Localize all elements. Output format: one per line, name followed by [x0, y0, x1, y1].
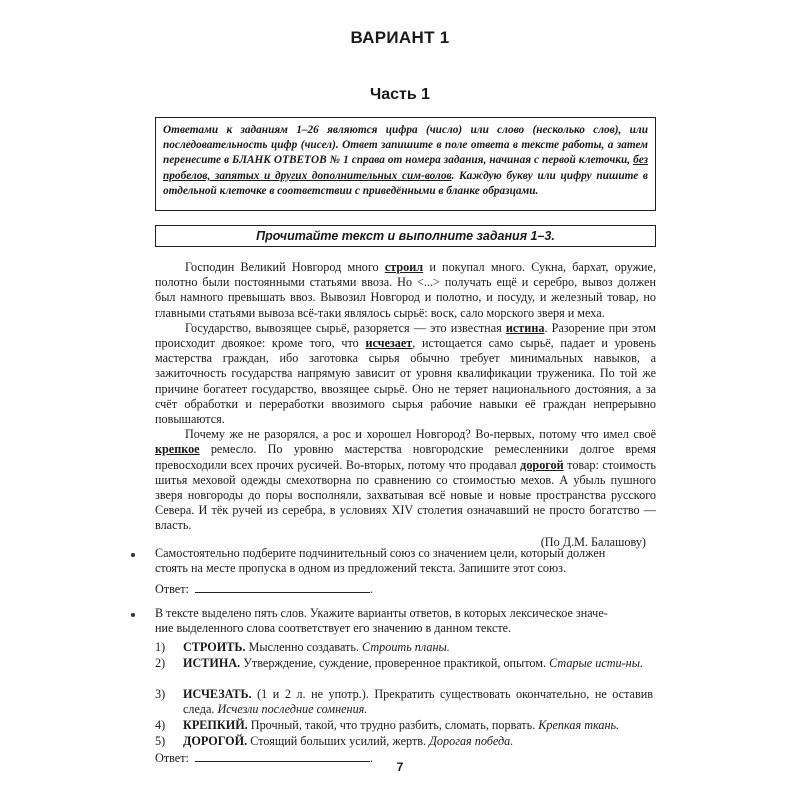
- text-run: , истощается само сырьё, падает и уровень мастерства граждан, ибо заготовка сырья обычно требует минимальных навыков, а зажиточность государства напрямую зависит от уровня квалификации труженика. По той же причине богатеет государство, ввозящее сырьё. Оно не теряет национального достояния, а за счёт обработки и переработки ввозимого сырья рабочие навыки её граждан непрерывно повышаются.: [155, 336, 657, 427]
- text-run: товар: стоимость шитья меховой одежды смехотворна по сравнению со стоимостью мехов. А убыль пушного зверя новгороды до поры восполняли, захватывая всё новые и новые пространства русского Севера. И тёк ручей из серебра, в условиях XIV столетия означавший не просто богатство — власть.: [155, 457, 656, 533]
- paragraph: [155, 321, 656, 427]
- task-bullet: [131, 553, 135, 557]
- instructions-box: [155, 117, 656, 211]
- answer-label: Ответ:: [155, 582, 189, 597]
- text-run: . Разорение при этом происходит двоякое: кроме того, что: [155, 320, 657, 351]
- task-1: [155, 546, 656, 598]
- task-bullet: [131, 613, 135, 617]
- task-2: [155, 606, 656, 636]
- answer-field[interactable]: [195, 581, 370, 593]
- option-word: ИСТИНА.: [183, 656, 241, 670]
- option-text: Прочный, такой, что трудно разбить, сломать, порвать.: [247, 718, 539, 732]
- instructions-line: или последовательность цифр (чисел). Ответ запишите в поле ответа в тексте: [163, 124, 648, 152]
- task-1-line: стоять на месте пропуска в одном из предложений текста. Запишите этот союз.: [155, 561, 566, 576]
- instructions-line: . Каждую букву или цифру пишите в отдельной клеточке в соответствии с: [163, 169, 648, 197]
- task-1-answer: Ответ: .: [155, 582, 373, 597]
- instructions-line: начиная с первой клеточки,: [489, 154, 634, 167]
- instructions-underlined: без пробелов, запятых и других дополнительных сим-: [163, 154, 649, 182]
- option-example: Крепкая ткань.: [538, 718, 620, 732]
- option-example: Строить планы.: [362, 640, 450, 654]
- option-word: ИСЧЕЗАТЬ.: [183, 687, 252, 701]
- task-2-line: ние выделенного слова соответствует его значению в данном тексте.: [155, 621, 512, 636]
- option-example: Старые исти-ны.: [549, 656, 644, 670]
- variant-title: ВАРИАНТ 1: [350, 28, 450, 47]
- option-text: (1 и 2 л. не употр.). Прекратить существовать окончательно, не оставив следа.: [183, 687, 653, 717]
- task-2-line: В тексте выделено пять слов. Укажите варианты ответов, в которых лексическое значе-: [155, 606, 608, 620]
- highlighted-word: крепкое: [155, 442, 200, 457]
- option-word: СТРОИТЬ.: [183, 640, 246, 654]
- answer-label: Ответ:: [155, 751, 189, 765]
- instructions-line: приведёнными в бланке образцами.: [362, 184, 539, 197]
- text-run: Почему же не разорялся, а рос и хорошел Новгород? Во-первых, потому что имел своё: [185, 427, 656, 442]
- highlighted-word: строил: [384, 260, 424, 274]
- highlighted-word: дорогой: [520, 457, 564, 472]
- page-number: 7: [396, 760, 404, 774]
- text-run: и покупал много. Сукна, бархат, оружие, полотно были постоянными статьями ввоза. Но <...> получать ещё и серебро, вывоз должен был намного превышать ввоз. Вывозил Новгород и полотно, и посуду, и железный товар, но главными статьями вывоза всё-таки являлось сырьё: воск, сало морского зверя и меха.: [155, 260, 656, 320]
- text-run: Государство, вывозящее сырьё, разоряется — это известная: [185, 320, 506, 335]
- task-2-answer: Ответ: .: [155, 751, 373, 765]
- option-number: 4): [155, 718, 166, 732]
- instructions-line: Ответами к заданиям 1–26 являются цифра (число) или слово (несколько слов),: [163, 124, 622, 136]
- option-number: 2): [155, 656, 166, 670]
- reading-text: [155, 260, 656, 550]
- part-title: Часть 1: [369, 86, 431, 103]
- paragraph: [155, 260, 656, 321]
- option-example: Исчезли последние сомнения.: [217, 702, 368, 717]
- option-word: КРЕПКИЙ.: [183, 718, 248, 732]
- option-number: 5): [155, 734, 166, 748]
- text-source: (По Д.М. Балашову): [540, 534, 646, 549]
- instructions-line: работы, а затем перенесите в БЛАНК ОТВЕТОВ № 1 справа от номера задания,: [163, 139, 648, 167]
- text-run: Господин Великий Новгород много: [185, 260, 385, 274]
- option-text: Стоящий больших усилий, жертв.: [247, 734, 430, 748]
- text-run: ремесло. По уровню мастерства новгородские ремесленники долгое время превосходили всех прочих русичей. Во-вторых, потому что продавал: [155, 442, 656, 472]
- option-number: 1): [155, 640, 166, 654]
- highlighted-word: исчезает: [365, 336, 413, 351]
- highlighted-word: истина: [505, 320, 545, 335]
- paragraph: [155, 427, 656, 533]
- option-text: Утверждение, суждение, проверенное практикой, опытом.: [240, 656, 550, 670]
- option-text: Мысленно создавать.: [245, 640, 363, 654]
- option-number: 3): [155, 687, 166, 701]
- task-header: Прочитайте текст и выполните задания 1–3.: [155, 225, 656, 247]
- instructions-underlined: волов: [424, 169, 452, 182]
- option-example: Дорогая победа.: [429, 734, 514, 748]
- option-word: ДОРОГОЙ.: [183, 734, 248, 748]
- task-1-line: Самостоятельно подберите подчинительный союз со значением цели, который должен: [155, 546, 606, 560]
